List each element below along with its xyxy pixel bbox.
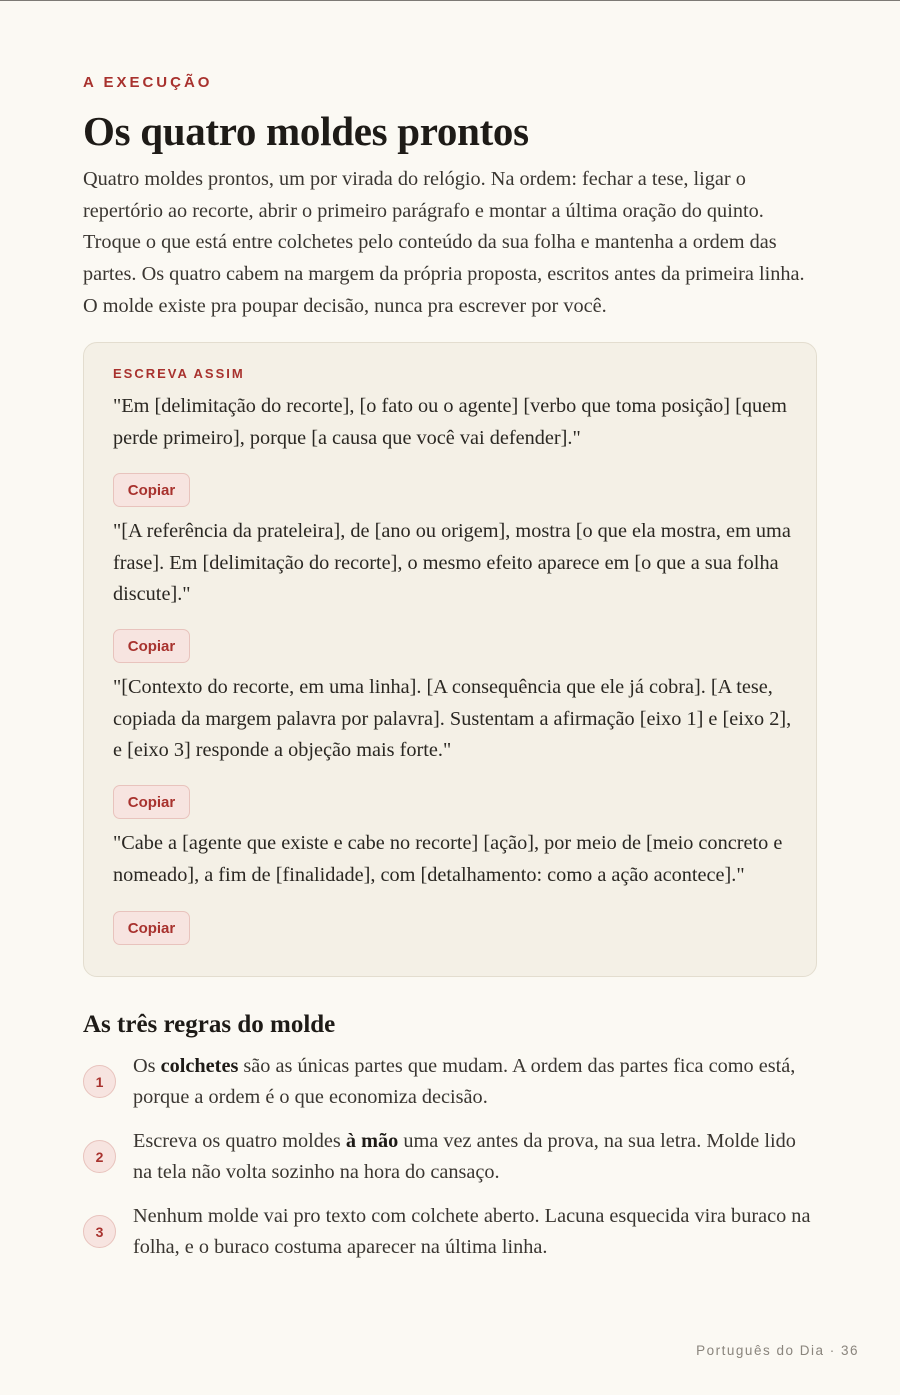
rule-text-post: uma vez antes da prova, na sua letra. Molde lido na tela não volta sozinho na hora do cansaço. [133,1130,796,1183]
page-footer: Português do Dia · 36 [696,1343,859,1358]
copy-button-3[interactable]: Copiar [113,785,190,819]
rules-title: As três regras do molde [83,1011,336,1038]
rule-text-pre: Escreva os quatro moldes [133,1130,346,1152]
rule-text-pre: Nenhum molde vai pro texto com colchete aberto. Lacuna esquecida vira buraco na folha, e o buraco costuma aparecer na última linha. [133,1205,811,1258]
rule-number-badge: 1 [83,1065,116,1098]
template-text-1: "Em [delimitação do recorte], [o fato ou o agente] [verbo que toma posição] [quem perde primeiro], porque [a causa que você vai defender]." [113,395,787,449]
rule-text-pre: Os [133,1055,161,1077]
rule-text [133,1126,813,1188]
card-label: ESCREVA ASSIM [113,366,245,381]
intro-paragraph: Quatro moldes prontos, um por virada do relógio. Na ordem: fechar a tese, ligar o repertório ao recorte, abrir o primeiro parágrafo e montar a última oração do quinto. Troque o que está entre colchetes pelo conteúdo da sua folha e mantenha a ordem das partes. Os quatro cabem na margem da própria proposta, escritos antes da primeira linha. O molde existe pra poupar decisão, nunca pra escrever por você. [83,168,805,317]
copy-button-2[interactable]: Copiar [113,629,190,663]
section-eyebrow: A EXECUÇÃO [83,74,213,91]
template-text-4: "Cabe a [agente que existe e cabe no recorte] [ação], por meio de [meio concreto e nomeado], a fim de [finalidade], com [detalhamento: como a ação acontece]." [113,832,783,886]
rule-number-badge: 2 [83,1140,116,1173]
rule-text [133,1201,813,1263]
rule-number-badge: 3 [83,1215,116,1248]
rule-text-post: são as únicas partes que mudam. A ordem das partes fica como está, porque a ordem é o que economiza decisão. [133,1055,796,1108]
rule-text-bold: colchetes [160,1055,239,1077]
rule-text [133,1051,813,1113]
page-title: Os quatro moldes prontos [83,108,529,154]
copy-button-4[interactable]: Copiar [113,911,190,945]
template-text-2: "[A referência da prateleira], de [ano ou origem], mostra [o que ela mostra, em uma frase]. Em [delimitação do recorte], o mesmo efeito aparece em [o que a sua folha discute]." [113,520,791,605]
rule-text-bold: à mão [345,1130,399,1152]
template-text-3: "[Contexto do recorte, em uma linha]. [A consequência que ele já cobra]. [A tese, copiada da margem palavra por palavra]. Sustentam a afirmação [eixo 1] e [eixo 2], e [eixo 3] responde a objeção mais forte." [113,676,792,761]
templates-card [83,342,817,977]
copy-button-1[interactable]: Copiar [113,473,190,507]
